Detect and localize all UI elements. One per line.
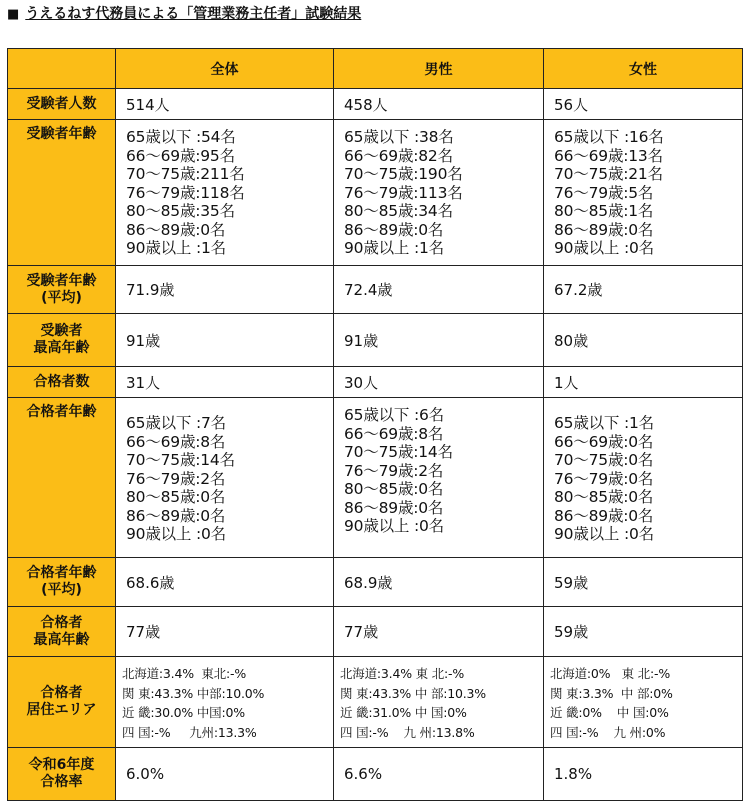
cell-line: 80～85歳:0名 (554, 488, 654, 506)
results-table (7, 48, 743, 801)
cell-line: 90歳以上 :0名 (554, 239, 654, 257)
cell-line: 66～69歳:8名 (126, 432, 226, 451)
cell-line: 66～69歳:13名 (554, 146, 663, 165)
row-header-line: 受験者人数 (26, 95, 97, 112)
cell-line: 近 畿:0% 中 国:0% (550, 705, 669, 720)
cell-line: 四 国:-% 九州:13.3% (122, 724, 257, 740)
data-cell-female (544, 89, 743, 120)
row-header (8, 657, 116, 748)
title-text: うえるねす代務員による「管理業務主任者」試験結果 (25, 6, 362, 22)
data-cell-male (334, 120, 544, 266)
cell-line: 北海道:3.4% 東北:-% (122, 666, 247, 681)
cell-line: 86～89歳:0名 (344, 498, 444, 517)
row-header-line: (平均) (41, 582, 82, 598)
cell-line: 80～85歳:1名 (554, 202, 654, 220)
table-row (8, 748, 743, 801)
cell-line: 72.4歳 (344, 281, 393, 299)
cell-line: 31人 (126, 373, 161, 392)
cell-line: 90歳以上 :1名 (126, 239, 226, 257)
row-header (8, 748, 116, 801)
cell-line: 80～85歳:0名 (344, 480, 444, 498)
cell-line: 77歳 (126, 623, 161, 641)
row-header (8, 266, 116, 314)
row-header-line: 合格者 (40, 614, 83, 631)
cell-line: 90歳以上 :0名 (126, 525, 226, 543)
cell-line: 65歳以下 :38名 (344, 128, 454, 146)
row-header-line: 最高年齢 (33, 631, 90, 648)
data-cell-total (116, 398, 334, 558)
cell-line: 66～69歳:0名 (554, 432, 654, 451)
cell-line: 四 国:-% 九 州:0% (550, 724, 666, 740)
row-header (8, 607, 116, 657)
table-row (8, 314, 743, 367)
cell-line: 70～75歳:14名 (344, 443, 453, 461)
data-cell-male (334, 89, 544, 120)
row-header-line: 受験者 (40, 323, 83, 339)
row-header (8, 558, 116, 607)
table-header-row (8, 49, 743, 89)
data-cell-total (116, 314, 334, 367)
row-header-line: 居住エリア (26, 702, 97, 718)
table-row (8, 367, 743, 398)
cell-line: 北海道:3.4% 東 北:-% (340, 666, 465, 681)
data-cell-male (334, 398, 544, 558)
cell-line: 1.8% (554, 765, 593, 783)
data-cell-male (334, 657, 544, 748)
cell-line: 514人 (126, 95, 170, 114)
cell-line: 86～89歳:0名 (126, 220, 226, 239)
row-header-line: (平均) (41, 289, 82, 306)
cell-line: 関 東:43.3% 中 部:10.3% (340, 685, 486, 701)
cell-line: 70～75歳:14名 (126, 451, 235, 469)
cell-line: 76～79歳:113名 (344, 183, 463, 202)
row-header (8, 89, 116, 120)
row-header-line: 合格者 (40, 685, 83, 701)
cell-line: 30人 (344, 373, 379, 392)
column-header-male: 男性 (334, 49, 544, 89)
table-row (8, 120, 743, 266)
cell-line: 91歳 (344, 331, 379, 350)
row-header-line: 受験者年齢 (26, 126, 97, 142)
table-row (8, 89, 743, 120)
data-cell-male (334, 266, 544, 314)
row-header-line: 受験者年齢 (26, 272, 97, 289)
cell-line: 66～69歳:82名 (344, 146, 453, 165)
data-cell-female (544, 607, 743, 657)
data-cell-total (116, 367, 334, 398)
cell-line: 59歳 (554, 573, 589, 592)
row-header-line: 合格者年齢 (26, 404, 97, 420)
column-header-female: 女性 (544, 49, 743, 89)
cell-line: 90歳以上 :1名 (344, 239, 444, 257)
cell-line: 6.6% (344, 765, 383, 783)
table-row (8, 607, 743, 657)
cell-line: 66～69歳:8名 (344, 424, 444, 443)
row-header-line: 最高年齢 (33, 340, 90, 356)
cell-line: 86～89歳:0名 (344, 220, 444, 239)
cell-line: 458人 (344, 95, 388, 114)
data-cell-female (544, 314, 743, 367)
data-cell-male (334, 607, 544, 657)
corner-cell (8, 49, 116, 89)
cell-line: 80～85歳:34名 (344, 202, 453, 220)
cell-line: 1人 (554, 373, 579, 392)
data-cell-female (544, 748, 743, 801)
cell-line: 76～79歳:118名 (126, 183, 245, 202)
cell-line: 65歳以下 :54名 (126, 128, 236, 146)
cell-line: 76～79歳:5名 (554, 183, 654, 202)
table-row (8, 657, 743, 748)
cell-line: 76～79歳:2名 (126, 469, 226, 488)
row-header-line: 令和6年度 (28, 757, 95, 773)
data-cell-total (116, 607, 334, 657)
table-row (8, 266, 743, 314)
cell-line: 68.6歳 (126, 573, 175, 592)
cell-line: 86～89歳:0名 (554, 506, 654, 525)
cell-line: 91歳 (126, 331, 161, 350)
data-cell-female (544, 367, 743, 398)
data-cell-female (544, 398, 743, 558)
cell-line: 近 畿:31.0% 中 国:0% (340, 705, 467, 720)
cell-line: 68.9歳 (344, 573, 393, 592)
cell-line: 76～79歳:0名 (554, 469, 654, 488)
table-row (8, 398, 743, 558)
data-cell-total (116, 748, 334, 801)
data-cell-male (334, 558, 544, 607)
page-title (7, 2, 361, 26)
cell-line: 70～75歳:211名 (126, 165, 245, 183)
cell-line: 70～75歳:0名 (554, 451, 654, 469)
data-cell-male (334, 748, 544, 801)
row-header (8, 314, 116, 367)
data-cell-total (116, 266, 334, 314)
table-body (8, 89, 743, 801)
cell-line: 56人 (554, 95, 589, 114)
column-header-total: 全体 (116, 49, 334, 89)
cell-line: 四 国:-% 九 州:13.8% (340, 724, 475, 740)
cell-line: 関 東:43.3% 中部:10.0% (122, 685, 265, 701)
cell-line: 近 畿:30.0% 中国:0% (122, 705, 245, 720)
row-header-line: 合格率 (40, 774, 83, 790)
cell-line: 86～89歳:0名 (126, 506, 226, 525)
cell-line: 6.0% (126, 765, 165, 783)
cell-line: 65歳以下 :7名 (126, 414, 226, 432)
row-header-line: 合格者数 (33, 373, 90, 390)
data-cell-total (116, 89, 334, 120)
row-header (8, 120, 116, 266)
cell-line: 71.9歳 (126, 281, 175, 299)
data-cell-total (116, 657, 334, 748)
data-cell-female (544, 558, 743, 607)
cell-line: 65歳以下 :1名 (554, 414, 654, 432)
square-bullet-icon: ■ (7, 7, 20, 22)
data-cell-female (544, 266, 743, 314)
row-header (8, 398, 116, 558)
row-header-line: 合格者年齢 (26, 565, 97, 581)
data-cell-female (544, 120, 743, 266)
cell-line: 80歳 (554, 331, 589, 350)
cell-line: 65歳以下 :6名 (344, 406, 444, 424)
cell-line: 77歳 (344, 623, 379, 641)
cell-line: 70～75歳:190名 (344, 165, 463, 183)
cell-line: 70～75歳:21名 (554, 165, 663, 183)
data-cell-female (544, 657, 743, 748)
cell-line: 76～79歳:2名 (344, 461, 444, 480)
table-row (8, 558, 743, 607)
cell-line: 59歳 (554, 623, 589, 641)
cell-line: 65歳以下 :16名 (554, 128, 664, 146)
data-cell-total (116, 120, 334, 266)
cell-line: 86～89歳:0名 (554, 220, 654, 239)
data-cell-male (334, 314, 544, 367)
cell-line: 90歳以上 :0名 (344, 517, 444, 535)
cell-line: 80～85歳:35名 (126, 202, 235, 220)
cell-line: 67.2歳 (554, 281, 603, 299)
cell-line: 北海道:0% 東 北:-% (550, 666, 671, 681)
data-cell-male (334, 367, 544, 398)
cell-line: 関 東:3.3% 中 部:0% (550, 685, 673, 701)
row-header (8, 367, 116, 398)
cell-line: 80～85歳:0名 (126, 488, 226, 506)
cell-line: 90歳以上 :0名 (554, 525, 654, 543)
cell-line: 66～69歳:95名 (126, 146, 235, 165)
data-cell-total (116, 558, 334, 607)
